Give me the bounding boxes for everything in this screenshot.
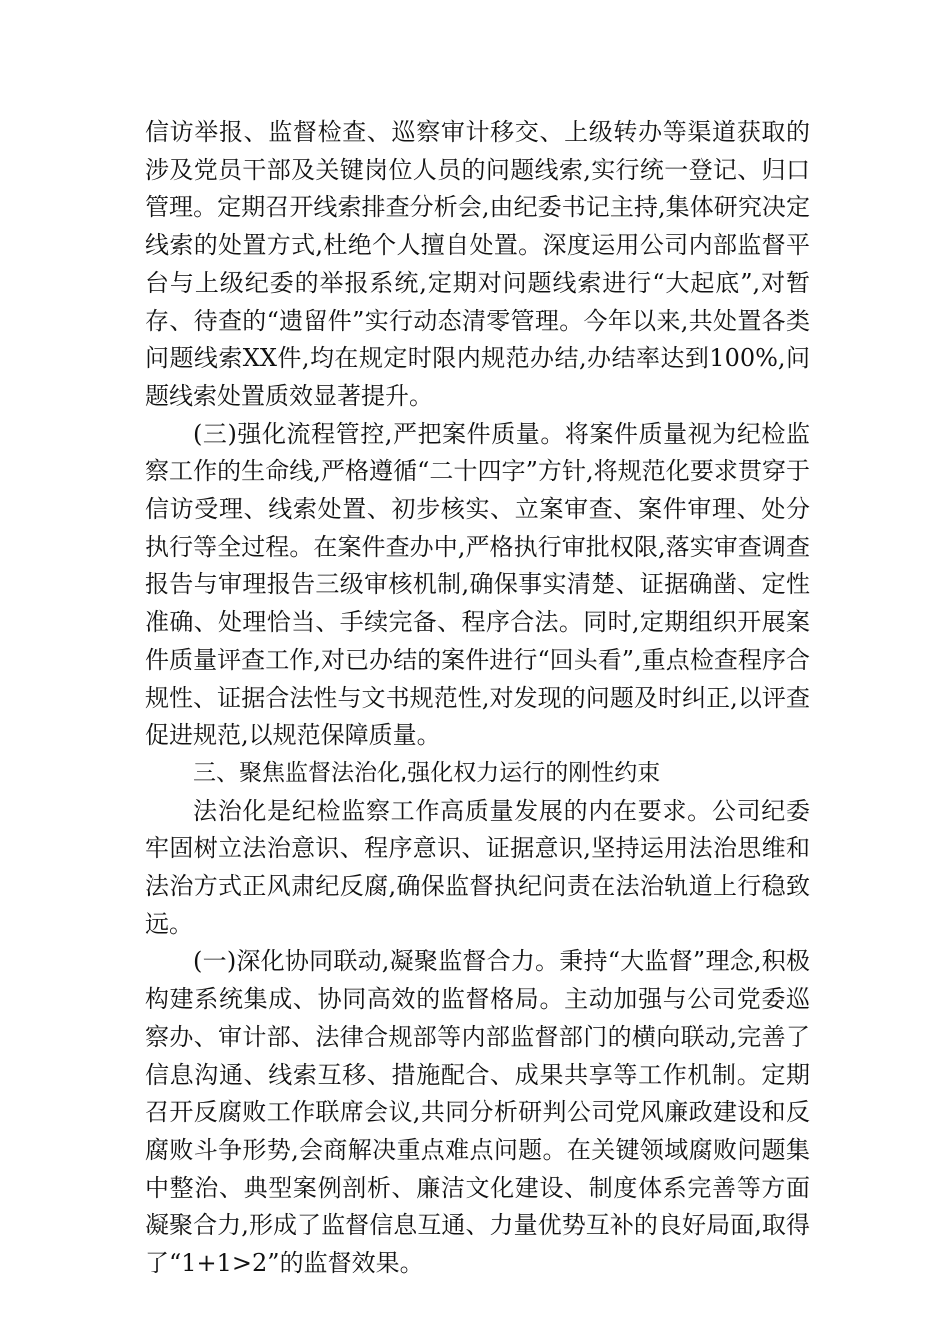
paragraph-rule-of-law-intro: 法治化是纪检监察工作高质量发展的内在要求。公司纪委牢固树立法治意识、程序意识、证据意识,坚持运用法治思维和法治方式正风肃纪反腐,确保监督执纪问责在法治轨道上行稳致远。: [145, 796, 810, 938]
paragraph-coordination: (一)深化协同联动,凝聚监督合力。秉持“大监督”理念,积极构建系统集成、协同高效的监督格局。主动加强与公司党委巡察办、审计部、法律合规部等内部监督部门的横向联动,完善了信息沟通、线索互移、措施配合、成果共享等工作机制。定期召开反腐败工作联席会议,共同分析研判公司党风廉政建设和反腐败斗争形势,会商解决重点难点问题。在关键领域腐败问题集中整治、典型案例剖析、廉洁文化建设、制度体系完善等方面凝聚合力,形成了监督信息互通、力量优势互补的良好局面,取得了“1+1>2”的监督效果。: [145, 947, 810, 1278]
paragraph-case-quality: (三)强化流程管控,严把案件质量。将案件质量视为纪检监察工作的生命线,严格遵循“二十四字”方针,将规范化要求贯穿于信访受理、线索处置、初步核实、立案审查、案件审理、处分执行等全过程。在案件查办中,严格执行审批权限,落实审查调查报告与审理报告三级审核机制,确保事实清楚、证据确凿、定性准确、处理恰当、手续完备、程序合法。同时,定期组织开展案件质量评查工作,对已办结的案件进行“回头看”,重点检查程序合规性、证据合法性与文书规范性,对发现的问题及时纠正,以评查促进规范,以规范保障质量。: [145, 419, 810, 750]
document-body: [145, 114, 810, 1283]
section-heading-rule-of-law: 三、聚焦监督法治化,强化权力运行的刚性约束: [193, 759, 661, 786]
paragraph-continuation: 信访举报、监督检查、巡察审计移交、上级转办等渠道获取的涉及党员干部及关键岗位人员的问题线索,实行统一登记、归口管理。定期召开线索排查分析会,由纪委书记主持,集体研究决定线索的处置方式,杜绝个人擅自处置。深度运用公司内部监督平台与上级纪委的举报系统,定期对问题线索进行“大起底”,对暂存、待查的“遗留件”实行动态清零管理。今年以来,共处置各类问题线索XX件,均在规定时限内规范办结,办结率达到100%,问题线索处置质效显著提升。: [145, 118, 810, 410]
